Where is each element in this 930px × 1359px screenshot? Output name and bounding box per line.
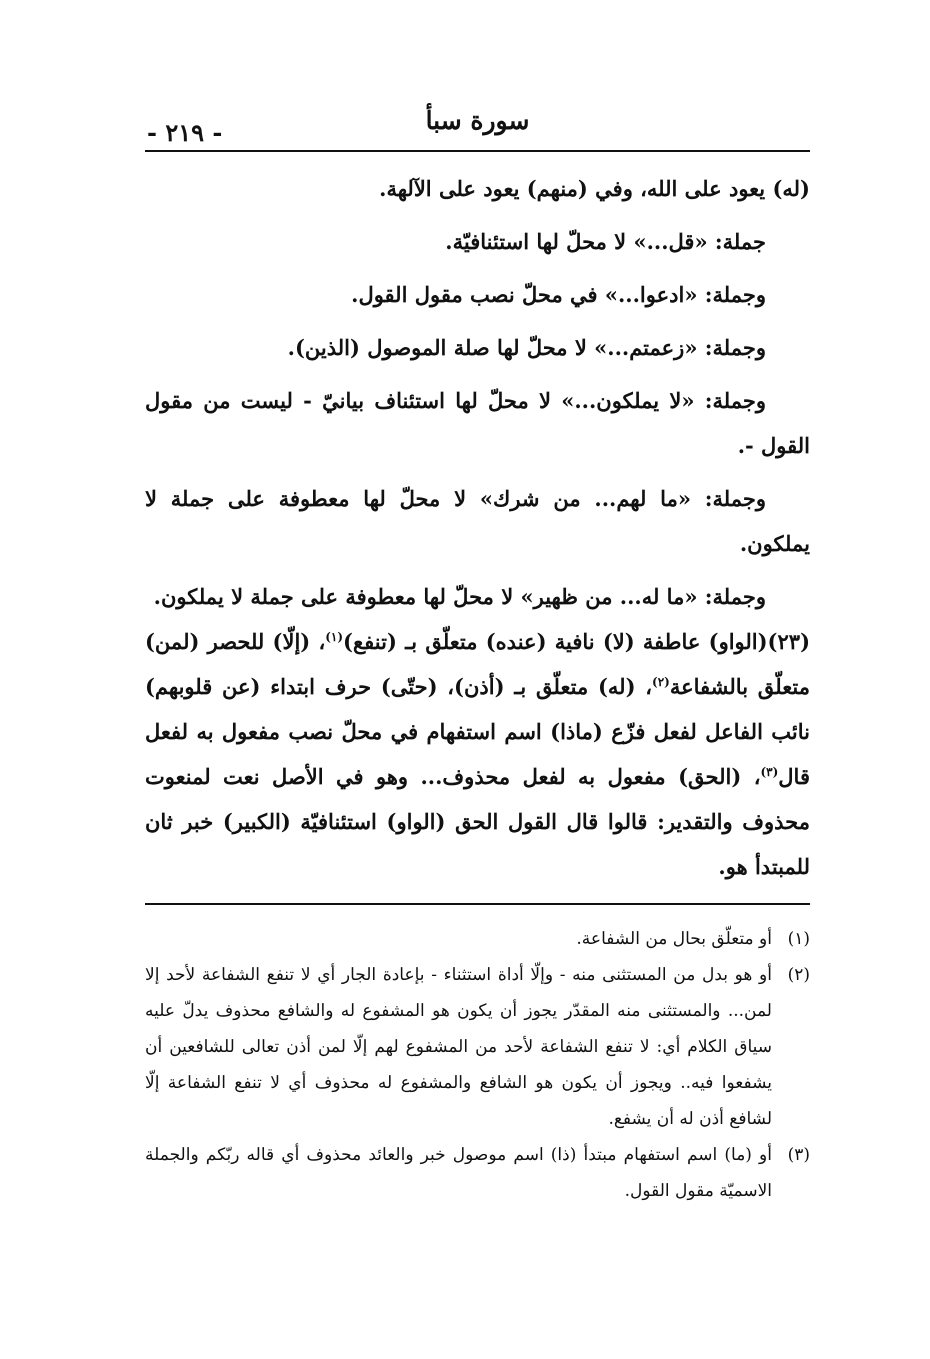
footnote-number: (٣)	[787, 1145, 810, 1165]
paragraph	[145, 378, 810, 468]
footnote-separator	[145, 903, 810, 905]
paragraph-text: وجملة: «ما له... من ظهير» لا محلّ لها معطوفة على جملة لا يملكون.	[153, 584, 766, 609]
paragraph-text: ، (له) متعلّق بـ (أذن)، (حتّى) حرف ابتداء (عن قلوبهم) نائب الفاعل لفعل فزّع (ماذا) اسم استفهام في محلّ نصب مفعول به لفعل قال	[145, 674, 810, 789]
footnote-ref: (١)	[325, 630, 344, 644]
main-text	[145, 166, 810, 889]
footnote-ref: (٣)	[760, 765, 779, 779]
book-page	[145, 100, 810, 1209]
paragraph-text: (٢٣)(الواو) عاطفة (لا) نافية (عنده) متعلّق بـ (تنفع)	[343, 629, 810, 654]
paragraph: (له) يعود على الله، وفي (منهم) يعود على الآلهة.	[379, 176, 810, 201]
page-title: سورة سبأ	[425, 106, 530, 135]
footnote	[145, 921, 810, 957]
paragraph: وجملة: «ادعوا...» في محلّ نصب مقول القول.	[351, 282, 766, 307]
footnote-ref: (٢)	[652, 675, 670, 689]
footnote-text: أو هو بدل من المستثنى منه - وإلّا أداة استثناء - بإعادة الجار أي لا تنفع الشفاعة لأحد إلا لمن... والمستثنى منه المقدّر يجوز أن يكون هو المشفوع له والشافع محذوف يدلّ عليه سياق الكلام أي: لا تنفع الشفاعة لأحد من المشفوع لهم إلّا لمن أذن تعالى للشافعين أن يشفعوا فيه.. ويجوز أن يكون هو الشافع والمشفوع له محذوف أي لا تنفع الشفاعة إلّا لشافع أذن له أن يشفع.	[145, 965, 772, 1129]
page-number: - ٢١٩ -	[147, 118, 223, 147]
paragraph	[145, 619, 810, 889]
footnotes	[145, 921, 810, 1209]
footnote	[145, 957, 810, 1137]
footnote	[145, 1137, 810, 1209]
paragraph-text: ، (إلّا) للحصر (لمن) متعلّق بالشفاعة	[145, 629, 810, 699]
paragraph-text: ، (الحق) مفعول به لفعل محذوف... وهو في الأصل نعت لمنعوت محذوف والتقدير: قالوا قال القول الحق (الواو) استئنافيّة (الكبير) خبر ثان للمبتدأ هو.	[145, 764, 810, 879]
paragraph	[145, 574, 810, 619]
paragraph-text: وجملة: «ما لهم... من شرك» لا محلّ لها معطوفة على جملة لا يملكون.	[145, 486, 810, 556]
paragraph: وجملة: «زعمتم...» لا محلّ لها صلة الموصول (الذين).	[287, 335, 766, 360]
footnote-text: أو متعلّق بحال من الشفاعة.	[576, 929, 772, 949]
paragraph: جملة: «قل...» لا محلّ لها استئنافيّة.	[445, 229, 766, 254]
page-header	[145, 100, 810, 152]
paragraph-text: وجملة: «لا يملكون...» لا محلّ لها استئناف بيانيّ - ليست من مقول القول -.	[145, 388, 810, 458]
footnote-text: أو (ما) اسم استفهام مبتدأ (ذا) اسم موصول خبر والعائد محذوف أي قاله ربّكم والجملة الاسميّة مقول القول.	[145, 1145, 772, 1201]
paragraph	[145, 476, 810, 566]
footnote-number: (١)	[787, 929, 810, 949]
footnote-number: (٢)	[787, 965, 810, 985]
